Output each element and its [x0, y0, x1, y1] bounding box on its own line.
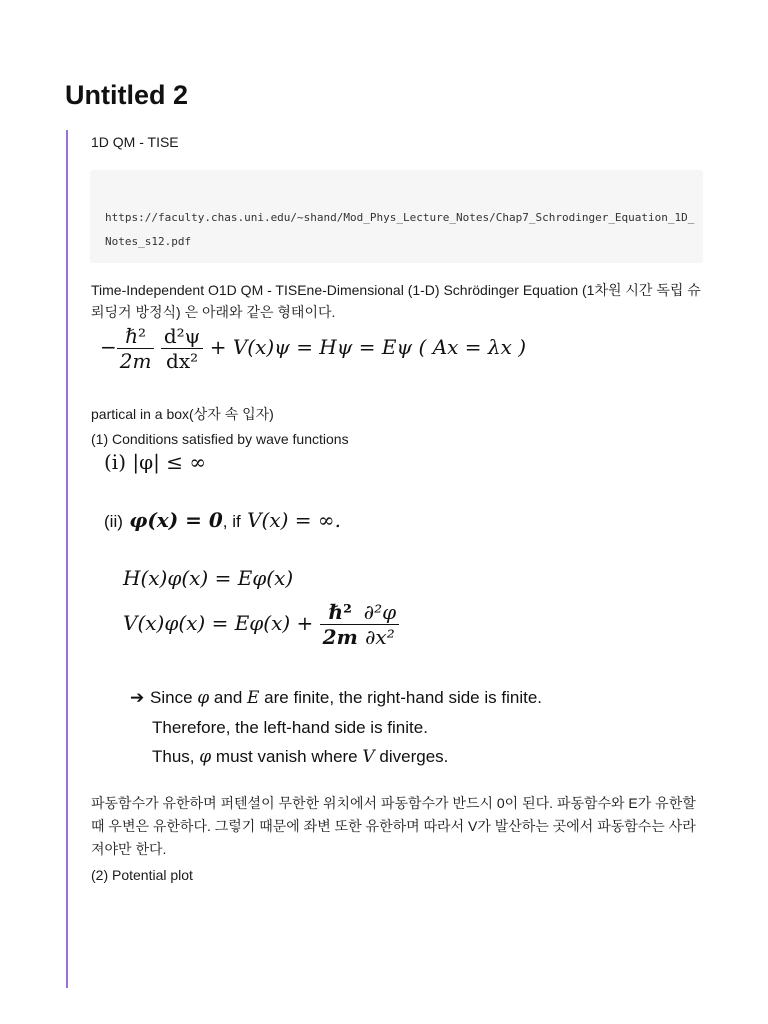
- hamiltonian-equation: H(x)φ(x) = Eφ(x): [123, 566, 294, 590]
- tise-rest: + V(x)ψ = Hψ = Eψ ( Ax = λx ): [209, 335, 527, 359]
- korean-explanation: 파동함수가 유한하며 퍼텐셜이 무한한 위치에서 파동함수가 반드시 0이 된다. 파동함수와 E가 유한할 때 우변은 유한하다. 그렇기 때문에 좌변 또한 유한하며 따라서 V가 발산하는 곳에서 파동함수는 사라져야만 한다.: [91, 795, 696, 857]
- particle-in-box: partical in a box(상자 속 입자): [91, 406, 274, 422]
- note3-v: V: [362, 747, 375, 767]
- condition-2: [104, 508, 341, 532]
- code-block: [90, 170, 703, 263]
- note3-b: must vanish where: [215, 747, 358, 766]
- note1-b: and: [213, 688, 243, 707]
- dx2: dx²: [166, 349, 199, 373]
- tise-equation: [100, 324, 526, 373]
- v-dx2: ∂x²: [365, 625, 395, 649]
- note-line-3: [152, 747, 448, 767]
- cond2-cond: V(x) = ∞.: [247, 508, 341, 532]
- v-eq-left: V(x)φ(x) = Eφ(x) +: [123, 611, 314, 635]
- v-hbar-squared: ℏ²: [320, 600, 361, 625]
- code-url[interactable]: https://faculty.chas.uni.edu/~shand/Mod_Phys_Lecture_Notes/Chap7_Schrodinger_Equation_1D_Notes_s12.pdf: [105, 211, 695, 248]
- conditions-heading: (1) Conditions satisfied by wave functions: [91, 431, 349, 447]
- intro-paragraph: Time-Independent O1D QM - TISEne-Dimensional (1-D) Schrödinger Equation (1차원 시간 독립 슈뢰딩거 방정식) 은 아래와 같은 형태이다.: [91, 282, 701, 320]
- page-title: Untitled 2: [65, 80, 189, 110]
- second-derivative-frac: [161, 324, 204, 373]
- cond2-prefix: (ii): [104, 512, 123, 531]
- note-line-2: Therefore, the left-hand side is finite.: [152, 718, 428, 737]
- minus-sign: −: [100, 335, 117, 359]
- potential-equation: [123, 600, 399, 649]
- condition-1: (i) |φ| ≤ ∞: [104, 450, 206, 474]
- hbar-squared: ℏ²: [117, 324, 155, 349]
- note3-c: diverges.: [379, 747, 449, 766]
- v-partial-frac: [361, 600, 399, 649]
- v-d2phi: ∂²φ: [361, 600, 399, 625]
- potential-plot-heading: (2) Potential plot: [91, 867, 193, 883]
- note1-e: E: [247, 688, 260, 708]
- note3-phi: φ: [199, 747, 212, 767]
- arrow-right-icon: ➔: [130, 688, 145, 707]
- v-hbar-frac: [320, 600, 361, 649]
- two-m: 2m: [119, 349, 152, 373]
- content-block: [66, 130, 708, 988]
- hbar-frac: [117, 324, 155, 373]
- note-line-1: [130, 688, 542, 708]
- note1-c: are finite, the right-hand side is finite.: [264, 688, 542, 707]
- v-two-m: 2m: [322, 625, 358, 649]
- note1-a: Since: [150, 688, 193, 707]
- note3-a: Thus,: [152, 747, 195, 766]
- cond2-if: , if: [222, 512, 241, 531]
- d2psi: d²ψ: [161, 324, 204, 349]
- note1-phi: φ: [197, 688, 210, 708]
- cond2-eq: φ(x) = 0: [129, 508, 223, 532]
- subtitle: 1D QM - TISE: [91, 134, 179, 150]
